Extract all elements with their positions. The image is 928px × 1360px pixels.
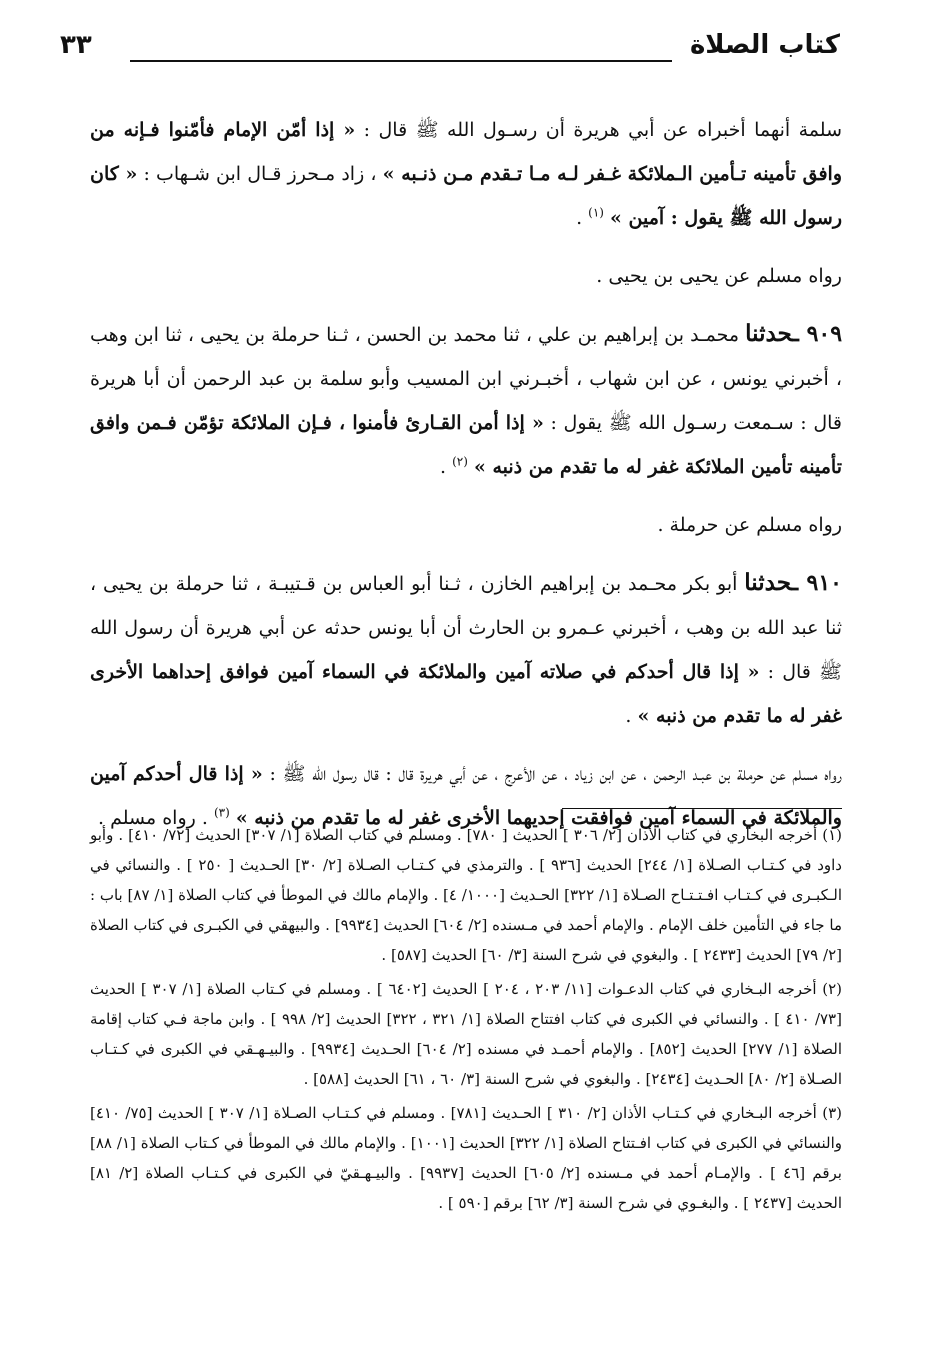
hadith-910	[90, 561, 842, 738]
footnotes	[90, 820, 842, 1222]
sentence-end: .	[439, 456, 453, 478]
prophetic-quote: « إذا قال أحدكم في صلاته آمين والملائكة في السماء آمين فوافق إحداهما الأخرى غفر له ما تقدم من ذنبه »	[90, 661, 842, 727]
hadith-continuation	[90, 108, 842, 240]
hadith-number: ٩٠٩ ـ	[792, 321, 843, 347]
page-header	[60, 30, 840, 80]
hadith-909	[90, 312, 842, 489]
narration-text: سلمة أنهما أخبراه عن أبي هريرة أن رسـول الله ﷺ قال :	[355, 119, 842, 141]
footnote-2: (٢) أخرجه البـخاري في كتاب الدعـوات [١١/ ٢٠٣ ، ٢٠٤ ] الحديث [٦٤٠٢ ] . ومسلم في كـتاب الصلاة [١/ ٣٠٧ ] الحديث [٧٣/ ٤١٠ ] . والنسائي في الكبرى في كتاب افتتاح الصلاة [١/ ٣٢١ ، ٣٢٢] الحديث [٢/ ٩٩٨ ] . وابن ماجة فـي كتاب إقامة الصلاة [١/ ٢٧٧] الحديث [٨٥٢] . والإمام أحمـد في مسنده [٢/ ٦٠٤] الحـديث [٩٩٣٤] . والبيـهـقي في الكبرى في كـتـاب الصـلاة [٢/ ٨٠] الحـديث [٢٤٣٤] . والبغوي في شرح السنة [٣/ ٦٠ ، ٦١] الحديث [٥٨٨] .	[90, 980, 842, 1088]
riwayah-note: رواه مسلم عن يحيى بن يحيى .	[596, 265, 842, 287]
footnote-ref: (٣)	[213, 805, 230, 820]
isnad-text: أبو بكر محـمد بن إبراهيم الخازن ، ثـنا أبو العباس بن قـتيبـة ، ثنا حرملة بن يحيى ، ثنا عبد الله بن وهب ، أخبرني عـمرو بن الحارث أن أبا يونس حدثه عن أبي هريرة أن رسول الله ﷺ قال :	[90, 573, 842, 683]
footnote-ref: (١)	[588, 205, 604, 220]
prophetic-quote: « إذا قال أحدكم آمين والملائكة في السماء آمين فوافقت إحديهما الأخرى غفر له ما تقدم من ذنبه »	[90, 763, 842, 829]
prophetic-quote: « إذا أمن القـارئ فأمنوا ، فـإن الملائكة تؤمّن فـمن وافق تأمينه تأمين الملائكة غفر له ما تقدم من ذنبه »	[90, 412, 842, 478]
prophetic-quote: « كان رسول الله ﷺ يقول : آمين »	[90, 163, 842, 229]
main-text	[90, 108, 842, 840]
footnote-1: (١) أخرجه البخاري في كتاب الأذان [٢/ ٣٠٦ ] الحديث [ ٧٨٠] . ومسلم في كتاب الصلاة [١/ ٣٠٧] الحديث [٧٢/ ٤١٠] . وأبو داود في كـتـاب الصـلاة [١/ ٢٤٤] الحديث [٩٣٦ ] . والترمذي في كـتـاب الصـلاة [٢/ ٣٠] الحـديث [ ٢٥٠ ] . والنسائي في الـكبـرى في كـتـاب افـتـتـاح الصـلاة [١/ ٣٢٢] الحـديث [١٠٠٠/ ٤] . والإمام مالك في الموطأ في كتاب الصلاة [١/ ٨٧] باب : ما جاء في التأمين خلف الإمام . والإمام أحمد في مـسنده [٢/ ٦٠٤] الحديث [٩٩٣٤] . والبيهقي في الكبـرى في كتاب الصلاة [٢/ ٧٩] الحديث [٢٤٣٣ ] . والبغوي في شرح السنة [٣/ ٦٠] الحديث [٥٨٧] .	[90, 826, 843, 964]
footnote-3: (٣) أخرجه البـخاري في كـتـاب الأذان [٢/ ٣١٠ ] الحـديث [٧٨١] . ومسلم في كـتـاب الصـلاة [١/ ٣٠٧ ] الحديث [٧٥/ ٤١٠] والنسائي في الكبرى في كتاب افـتتاح الصلاة [١/ ٣٢٢] الحديث [١٠٠١] . والإمام مالك في الموطأ في كـتاب الصلاة [١/ ٨٨] برقم [٤٦ ] . والإمـام أحمد في مـسنده [٢/ ٦٠٥] الحديث [٩٩٣٧] . والبيـهـقيّ في الكبرى في كـتـاب الصلاة [٢/ ٨١] الحديث [٢٤٣٧ ] . والبغـوي في شرح السنة [٣/ ٦٢] برقم [٥٩٠ ] .	[90, 1104, 842, 1212]
sentence-end: . رواه مسلم .	[98, 807, 214, 829]
isnad-text: رواه مسلم عن حرملة بن عبـد الرحمن ، عن ابن زياد ، عن الأعرج ، عن أبي هريرة قال : قال رسول الله ﷺ :	[262, 763, 842, 785]
sentence-end: .	[576, 207, 589, 229]
riwayah-note: رواه مسلم عن حرملة .	[657, 514, 842, 536]
haddathana-heading: حدثنا	[745, 320, 793, 347]
sentence-end: .	[625, 705, 638, 727]
prophetic-quote: « إذا أمّن الإمام فأمّنوا فـإنه من وافق تأمينه تـأمين الـملائكة غـفر لـه مـا تـقدم مـن ذنـبه »	[90, 119, 842, 185]
narration-text: ، زاد مـحرز قـال ابن شـهاب :	[137, 163, 383, 185]
footnote-separator	[562, 808, 842, 809]
header-rule	[130, 60, 672, 62]
isnad-text: محمـد بن إبراهيم بن علي ، ثنا محمد بن الحسن ، ثـنا حرملة بن يحيى ، ثنا ابن وهب ، أخبرني يونس ، عن ابن شهاب ، أخبـرني ابن المسيب وأبو سلمة بن عبد الرحمن أن أبا هريرة قال : سـمعت رسـول الله ﷺ يقول :	[90, 324, 842, 434]
footnote-ref: (٢)	[452, 454, 468, 469]
chapter-title: كتاب الصلاة	[689, 30, 840, 60]
haddathana-heading: حدثنا	[744, 569, 792, 596]
page-number: ٣٣	[60, 30, 92, 60]
hadith-number: ٩١٠ ـ	[791, 570, 842, 596]
